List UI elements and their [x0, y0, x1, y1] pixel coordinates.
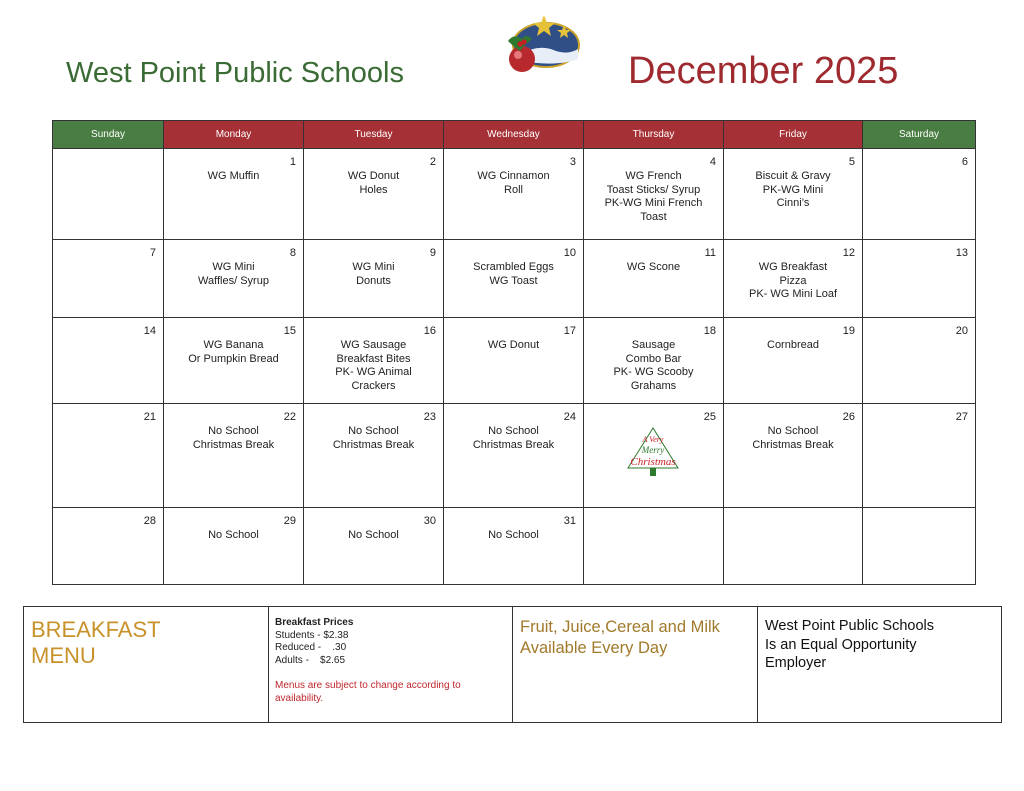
menu-item: WG French Toast Sticks/ Syrup PK-WG Mini French Toast	[604, 170, 703, 223]
day-number: 4	[709, 156, 716, 168]
day-cell	[863, 240, 976, 318]
day-cell	[444, 318, 584, 404]
day-number: 31	[563, 515, 576, 527]
day-cell	[444, 508, 584, 585]
weekday-header-row	[53, 121, 976, 149]
week-row	[53, 240, 976, 318]
day-cell	[724, 240, 863, 318]
menu-item	[584, 508, 723, 529]
menu-item: No School	[208, 529, 259, 541]
menu-item: WG Mini Waffles/ Syrup	[198, 261, 269, 287]
day-number: 21	[143, 411, 156, 423]
footer-box	[23, 606, 1002, 723]
menu-item: Sausage Combo Bar PK- WG Scooby Grahams	[613, 339, 694, 392]
day-number: 18	[703, 325, 716, 337]
day-header-saturday: Saturday	[863, 121, 976, 149]
menu-item: No School	[488, 529, 539, 541]
day-cell	[444, 240, 584, 318]
day-cell	[863, 404, 976, 508]
day-number: 7	[149, 247, 156, 259]
day-cell	[53, 149, 164, 240]
day-cell	[584, 149, 724, 240]
menu-item	[724, 508, 862, 529]
menu-item: WG Sausage Breakfast Bites PK- WG Animal Crackers	[335, 339, 412, 392]
day-cell	[304, 508, 444, 585]
menu-item: Cornbread	[767, 339, 819, 351]
day-number: 30	[423, 515, 436, 527]
day-cell	[444, 404, 584, 508]
price-reduced: Reduced - .30	[275, 642, 347, 653]
menu-item: No School Christmas Break	[752, 425, 834, 451]
day-cell	[164, 318, 304, 404]
christmas-ornament-icon	[498, 15, 584, 85]
day-number: 24	[563, 411, 576, 423]
menu-item: No School Christmas Break	[332, 425, 415, 451]
day-cell	[304, 149, 444, 240]
day-cell	[444, 149, 584, 240]
menu-item: WG Breakfast Pizza PK- WG Mini Loaf	[748, 261, 838, 301]
day-cell	[304, 318, 444, 404]
price-students: Students - $2.38	[275, 629, 349, 641]
day-cell	[304, 404, 444, 508]
calendar-grid	[52, 120, 976, 585]
day-header-monday: Monday	[164, 121, 304, 149]
price-adults: Adults - $2.65	[275, 654, 346, 666]
day-number: 20	[955, 325, 968, 337]
month-title: December 2025	[628, 50, 899, 92]
menu-item: No School Christmas Break	[192, 425, 275, 451]
day-cell	[724, 508, 863, 585]
equal-opportunity-statement: West Point Public Schools Is an Equal Opportunity Employer	[765, 618, 934, 671]
week-row	[53, 404, 976, 508]
menu-item: WG Banana Or Pumpkin Bread	[188, 339, 279, 365]
menu-item: WG Muffin	[207, 170, 260, 182]
prices-title: Breakfast Prices	[275, 617, 354, 628]
breakfast-menu-heading: BREAKFAST MENU	[31, 617, 161, 668]
school-title: West Point Public Schools	[66, 57, 404, 89]
day-cell	[584, 508, 724, 585]
day-number: 5	[848, 156, 855, 168]
menu-item: WG Cinnamon Roll	[477, 170, 550, 196]
svg-text:A Very: A Very	[642, 435, 664, 444]
menu-item	[53, 149, 163, 170]
menu-item: WG Mini Donuts	[352, 261, 395, 287]
menu-item: WG Donut Holes	[347, 170, 400, 196]
day-number: 27	[955, 411, 968, 423]
week-row	[53, 508, 976, 585]
prices-block	[275, 617, 485, 705]
day-number: 29	[283, 515, 296, 527]
day-cell	[164, 404, 304, 508]
day-header-thursday: Thursday	[584, 121, 724, 149]
fruit-cell	[513, 607, 758, 722]
svg-text:Merry: Merry	[641, 445, 665, 455]
day-cell	[53, 404, 164, 508]
day-header-wednesday: Wednesday	[444, 121, 584, 149]
menu-item: Biscuit & Gravy PK-WG Mini Cinni’s	[755, 170, 831, 210]
day-cell	[863, 149, 976, 240]
day-cell	[304, 240, 444, 318]
day-number: 12	[842, 247, 855, 259]
menu-item: Scrambled Eggs WG Toast	[473, 261, 554, 287]
day-number: 17	[563, 325, 576, 337]
day-header-friday: Friday	[724, 121, 863, 149]
day-number: 11	[704, 247, 716, 259]
christmas-tree-icon	[622, 426, 684, 478]
menu-item	[863, 508, 975, 529]
week-row	[53, 318, 976, 404]
day-number: 9	[429, 247, 436, 259]
day-number: 14	[143, 325, 156, 337]
day-number: 28	[143, 515, 156, 527]
day-number: 26	[842, 411, 855, 423]
menu-item: No School Christmas Break	[472, 425, 555, 451]
prices-cell	[269, 607, 513, 722]
day-number: 13	[955, 247, 968, 259]
menu-item	[53, 240, 163, 261]
day-header-tuesday: Tuesday	[304, 121, 444, 149]
breakfast-menu-cell	[24, 607, 269, 722]
day-cell	[53, 508, 164, 585]
day-cell	[584, 240, 724, 318]
day-cell	[164, 240, 304, 318]
day-number: 1	[289, 156, 296, 168]
day-number: 19	[842, 325, 855, 337]
day-number: 6	[961, 156, 968, 168]
menu-change-note: Menus are subject to change according to availability.	[275, 680, 461, 704]
fruit-juice-note: Fruit, Juice,Cereal and Milk Available Every Day	[520, 618, 720, 657]
day-cell	[863, 318, 976, 404]
day-number: 25	[703, 411, 716, 423]
week-row	[53, 149, 976, 240]
day-number: 16	[423, 325, 436, 337]
day-cell	[724, 318, 863, 404]
day-cell	[164, 508, 304, 585]
day-cell	[164, 149, 304, 240]
day-cell	[724, 149, 863, 240]
day-number: 3	[569, 156, 576, 168]
menu-item: WG Donut	[487, 339, 540, 351]
day-cell	[584, 404, 724, 508]
day-header-sunday: Sunday	[53, 121, 164, 149]
day-cell	[724, 404, 863, 508]
day-number: 8	[289, 247, 296, 259]
day-number: 10	[563, 247, 576, 259]
menu-item: WG Scone	[626, 261, 681, 273]
eoe-cell	[758, 607, 1001, 722]
day-number: 15	[283, 325, 296, 337]
day-number: 2	[429, 156, 436, 168]
day-number: 22	[283, 411, 296, 423]
day-cell	[584, 318, 724, 404]
day-cell	[863, 508, 976, 585]
svg-text:Christmas: Christmas	[630, 456, 676, 468]
menu-item: No School	[348, 529, 399, 541]
menu-item	[863, 149, 975, 170]
day-cell	[53, 240, 164, 318]
day-number: 23	[423, 411, 436, 423]
day-cell	[53, 318, 164, 404]
